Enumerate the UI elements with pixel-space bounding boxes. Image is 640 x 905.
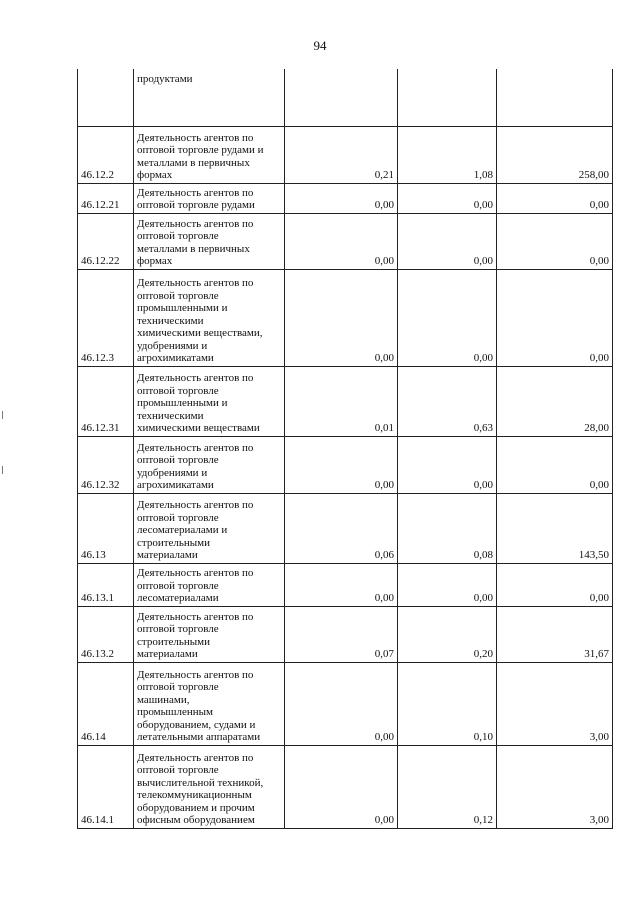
- activity-name-cell: Деятельность агентов по оптовой торговле промышленными и техническими химическими веществами, удобрениями и агрохимикатами: [134, 269, 285, 366]
- table-row: [78, 213, 613, 269]
- value-2-cell: 0,00: [398, 563, 497, 606]
- page-number: 94: [313, 38, 327, 53]
- value-3-cell: [497, 69, 613, 126]
- activity-name-cell: Деятельность агентов по оптовой торговле металлами в первичных формах: [134, 213, 285, 269]
- value-1-cell: 0,07: [285, 606, 398, 662]
- value-2-cell: 0,00: [398, 269, 497, 366]
- activity-name-cell: Деятельность агентов по оптовой торговле лесоматериалами и строительными материалами: [134, 493, 285, 563]
- table-row: [78, 662, 613, 745]
- value-3-cell: 0,00: [497, 183, 613, 213]
- table-body: [78, 69, 613, 828]
- value-2-cell: 0,08: [398, 493, 497, 563]
- value-1-cell: 0,00: [285, 436, 398, 493]
- value-3-cell: 0,00: [497, 563, 613, 606]
- value-3-cell: 0,00: [497, 213, 613, 269]
- value-1-cell: 0,00: [285, 563, 398, 606]
- okved-code-cell: 46.12.21: [78, 183, 134, 213]
- value-2-cell: 0,00: [398, 436, 497, 493]
- value-3-cell: 31,67: [497, 606, 613, 662]
- activity-name-cell: Деятельность агентов по оптовой торговле рудами: [134, 183, 285, 213]
- value-1-cell: 0,06: [285, 493, 398, 563]
- activity-name-cell: продуктами: [134, 69, 285, 126]
- okved-code-cell: 46.13.1: [78, 563, 134, 606]
- value-3-cell: 0,00: [497, 436, 613, 493]
- value-3-cell: 143,50: [497, 493, 613, 563]
- scan-edge-mark: [2, 411, 3, 419]
- okved-code-cell: 46.14.1: [78, 745, 134, 828]
- okved-code-cell: 46.12.32: [78, 436, 134, 493]
- okved-code-cell: 46.12.3: [78, 269, 134, 366]
- value-2-cell: [398, 69, 497, 126]
- value-2-cell: 0,00: [398, 183, 497, 213]
- activity-name-cell: Деятельность агентов по оптовой торговле удобрениями и агрохимикатами: [134, 436, 285, 493]
- activity-name-cell: Деятельность агентов по оптовой торговле рудами и металлами в первичных формах: [134, 126, 285, 183]
- value-2-cell: 1,08: [398, 126, 497, 183]
- table-row: [78, 563, 613, 606]
- activity-name-cell: Деятельность агентов по оптовой торговле строительными материалами: [134, 606, 285, 662]
- value-3-cell: 258,00: [497, 126, 613, 183]
- activity-name-cell: Деятельность агентов по оптовой торговле лесоматериалами: [134, 563, 285, 606]
- value-2-cell: 0,63: [398, 366, 497, 436]
- value-2-cell: 0,10: [398, 662, 497, 745]
- value-2-cell: 0,00: [398, 213, 497, 269]
- value-1-cell: 0,00: [285, 269, 398, 366]
- okved-code-cell: 46.12.22: [78, 213, 134, 269]
- okved-code-cell: 46.12.2: [78, 126, 134, 183]
- value-3-cell: 3,00: [497, 745, 613, 828]
- value-3-cell: 0,00: [497, 269, 613, 366]
- value-3-cell: 28,00: [497, 366, 613, 436]
- activity-name-cell: Деятельность агентов по оптовой торговле машинами, промышленным оборудованием, судами и летательными аппаратами: [134, 662, 285, 745]
- activity-name-cell: Деятельность агентов по оптовой торговле вычислительной техникой, телекоммуникационным оборудованием и прочим офисным оборудованием: [134, 745, 285, 828]
- value-1-cell: 0,21: [285, 126, 398, 183]
- value-1-cell: 0,01: [285, 366, 398, 436]
- value-1-cell: [285, 69, 398, 126]
- activity-name-cell: Деятельность агентов по оптовой торговле промышленными и техническими химическими веществами: [134, 366, 285, 436]
- okved-code-cell: 46.13: [78, 493, 134, 563]
- activity-table: [77, 69, 613, 829]
- value-1-cell: 0,00: [285, 183, 398, 213]
- table-row: [78, 69, 613, 126]
- table-row: [78, 366, 613, 436]
- table-row: [78, 745, 613, 828]
- table-row: [78, 126, 613, 183]
- value-2-cell: 0,12: [398, 745, 497, 828]
- value-1-cell: 0,00: [285, 213, 398, 269]
- scan-edge-mark: [2, 466, 3, 474]
- value-1-cell: 0,00: [285, 745, 398, 828]
- table-row: [78, 183, 613, 213]
- okved-code-cell: 46.14: [78, 662, 134, 745]
- table-row: [78, 606, 613, 662]
- table-row: [78, 493, 613, 563]
- okved-code-cell: 46.13.2: [78, 606, 134, 662]
- table-row: [78, 436, 613, 493]
- value-2-cell: 0,20: [398, 606, 497, 662]
- okved-code-cell: 46.12.31: [78, 366, 134, 436]
- value-3-cell: 3,00: [497, 662, 613, 745]
- okved-code-cell: [78, 69, 134, 126]
- table-row: [78, 269, 613, 366]
- value-1-cell: 0,00: [285, 662, 398, 745]
